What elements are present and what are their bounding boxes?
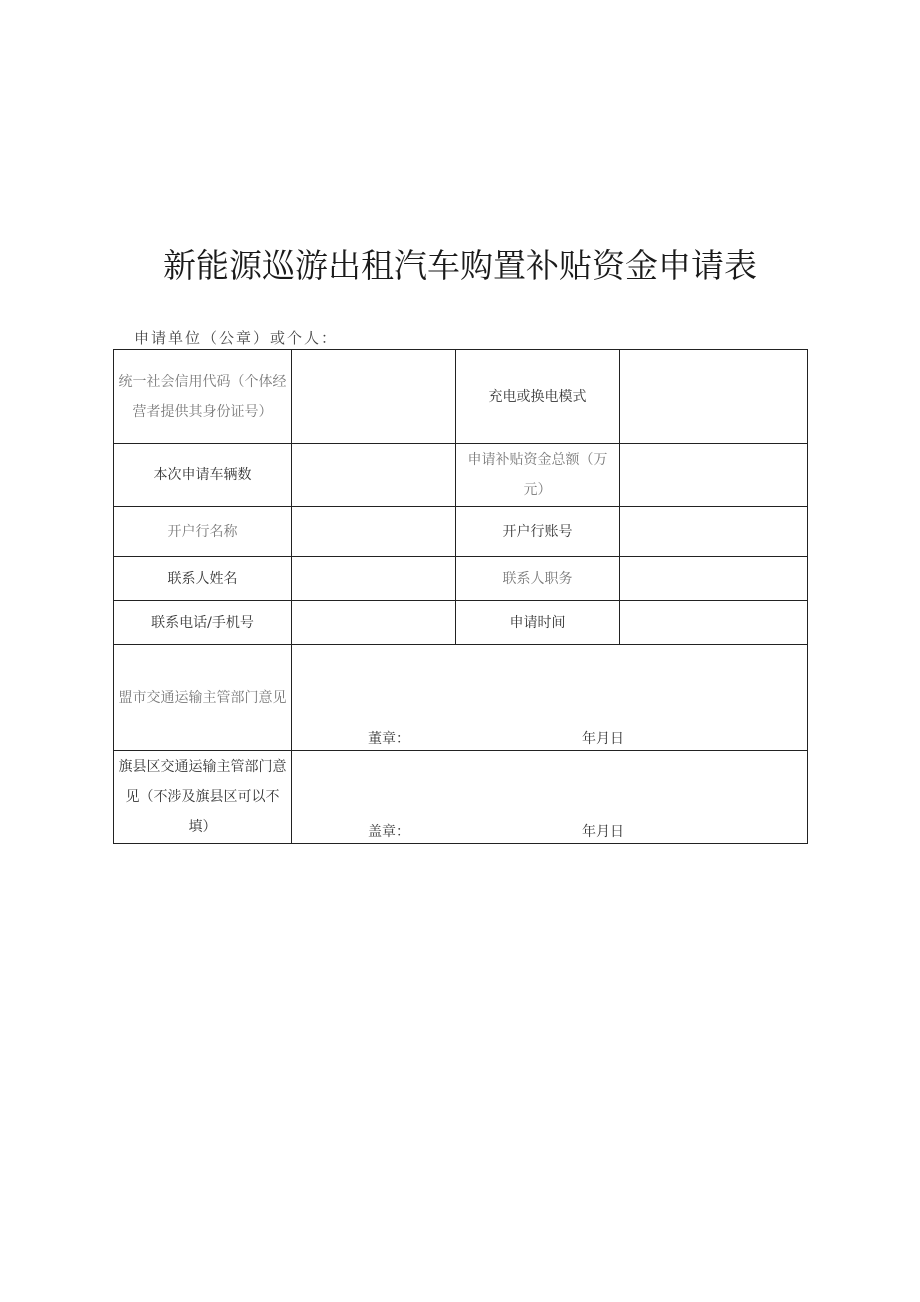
league-seal-label: 董章： xyxy=(368,731,410,747)
apply-date-label: 申请时间 xyxy=(456,601,620,645)
contact-phone-label: 联系电话/手机号 xyxy=(114,601,292,645)
row-county-opinion xyxy=(114,751,808,844)
league-date-label: 年月日 xyxy=(582,731,624,747)
subsidy-total-field[interactable] xyxy=(620,444,808,507)
vehicle-count-label: 本次申请车辆数 xyxy=(114,444,292,507)
subsidy-total-label: 申请补贴资金总额（万元） xyxy=(456,444,620,507)
row-phone xyxy=(114,601,808,645)
vehicle-count-field[interactable] xyxy=(292,444,456,507)
league-opinion-label: 盟市交通运输主管部门意见 xyxy=(114,645,292,751)
credit-code-label: 统一社会信用代码（个体经营者提供其身份证号） xyxy=(114,350,292,444)
credit-code-field[interactable] xyxy=(292,350,456,444)
bank-account-label: 开户行账号 xyxy=(456,507,620,557)
row-contact xyxy=(114,557,808,601)
contact-name-label: 联系人姓名 xyxy=(114,557,292,601)
charging-mode-label: 充电或换电模式 xyxy=(456,350,620,444)
applicant-label: 申请单位（公章）或个人： xyxy=(134,329,339,347)
row-league-opinion xyxy=(114,645,808,751)
county-date-label: 年月日 xyxy=(582,824,624,840)
contact-name-field[interactable] xyxy=(292,557,456,601)
bank-name-label: 开户行名称 xyxy=(114,507,292,557)
charging-mode-field[interactable] xyxy=(620,350,808,444)
contact-position-label: 联系人职务 xyxy=(456,557,620,601)
contact-phone-field[interactable] xyxy=(292,601,456,645)
county-opinion-label: 旗县区交通运输主管部门意见（不涉及旗县区可以不填） xyxy=(114,751,292,844)
county-opinion-field[interactable] xyxy=(292,751,808,844)
bank-account-field[interactable] xyxy=(620,507,808,557)
row-credit-code xyxy=(114,350,808,444)
contact-position-field[interactable] xyxy=(620,557,808,601)
row-vehicle-count xyxy=(114,444,808,507)
application-form-table xyxy=(113,349,808,844)
row-bank xyxy=(114,507,808,557)
county-seal-label: 盖章： xyxy=(368,824,410,840)
league-opinion-field[interactable] xyxy=(292,645,808,751)
apply-date-field[interactable] xyxy=(620,601,808,645)
bank-name-field[interactable] xyxy=(292,507,456,557)
form-title: 新能源巡游出租汽车购置补贴资金申请表 xyxy=(163,246,757,285)
